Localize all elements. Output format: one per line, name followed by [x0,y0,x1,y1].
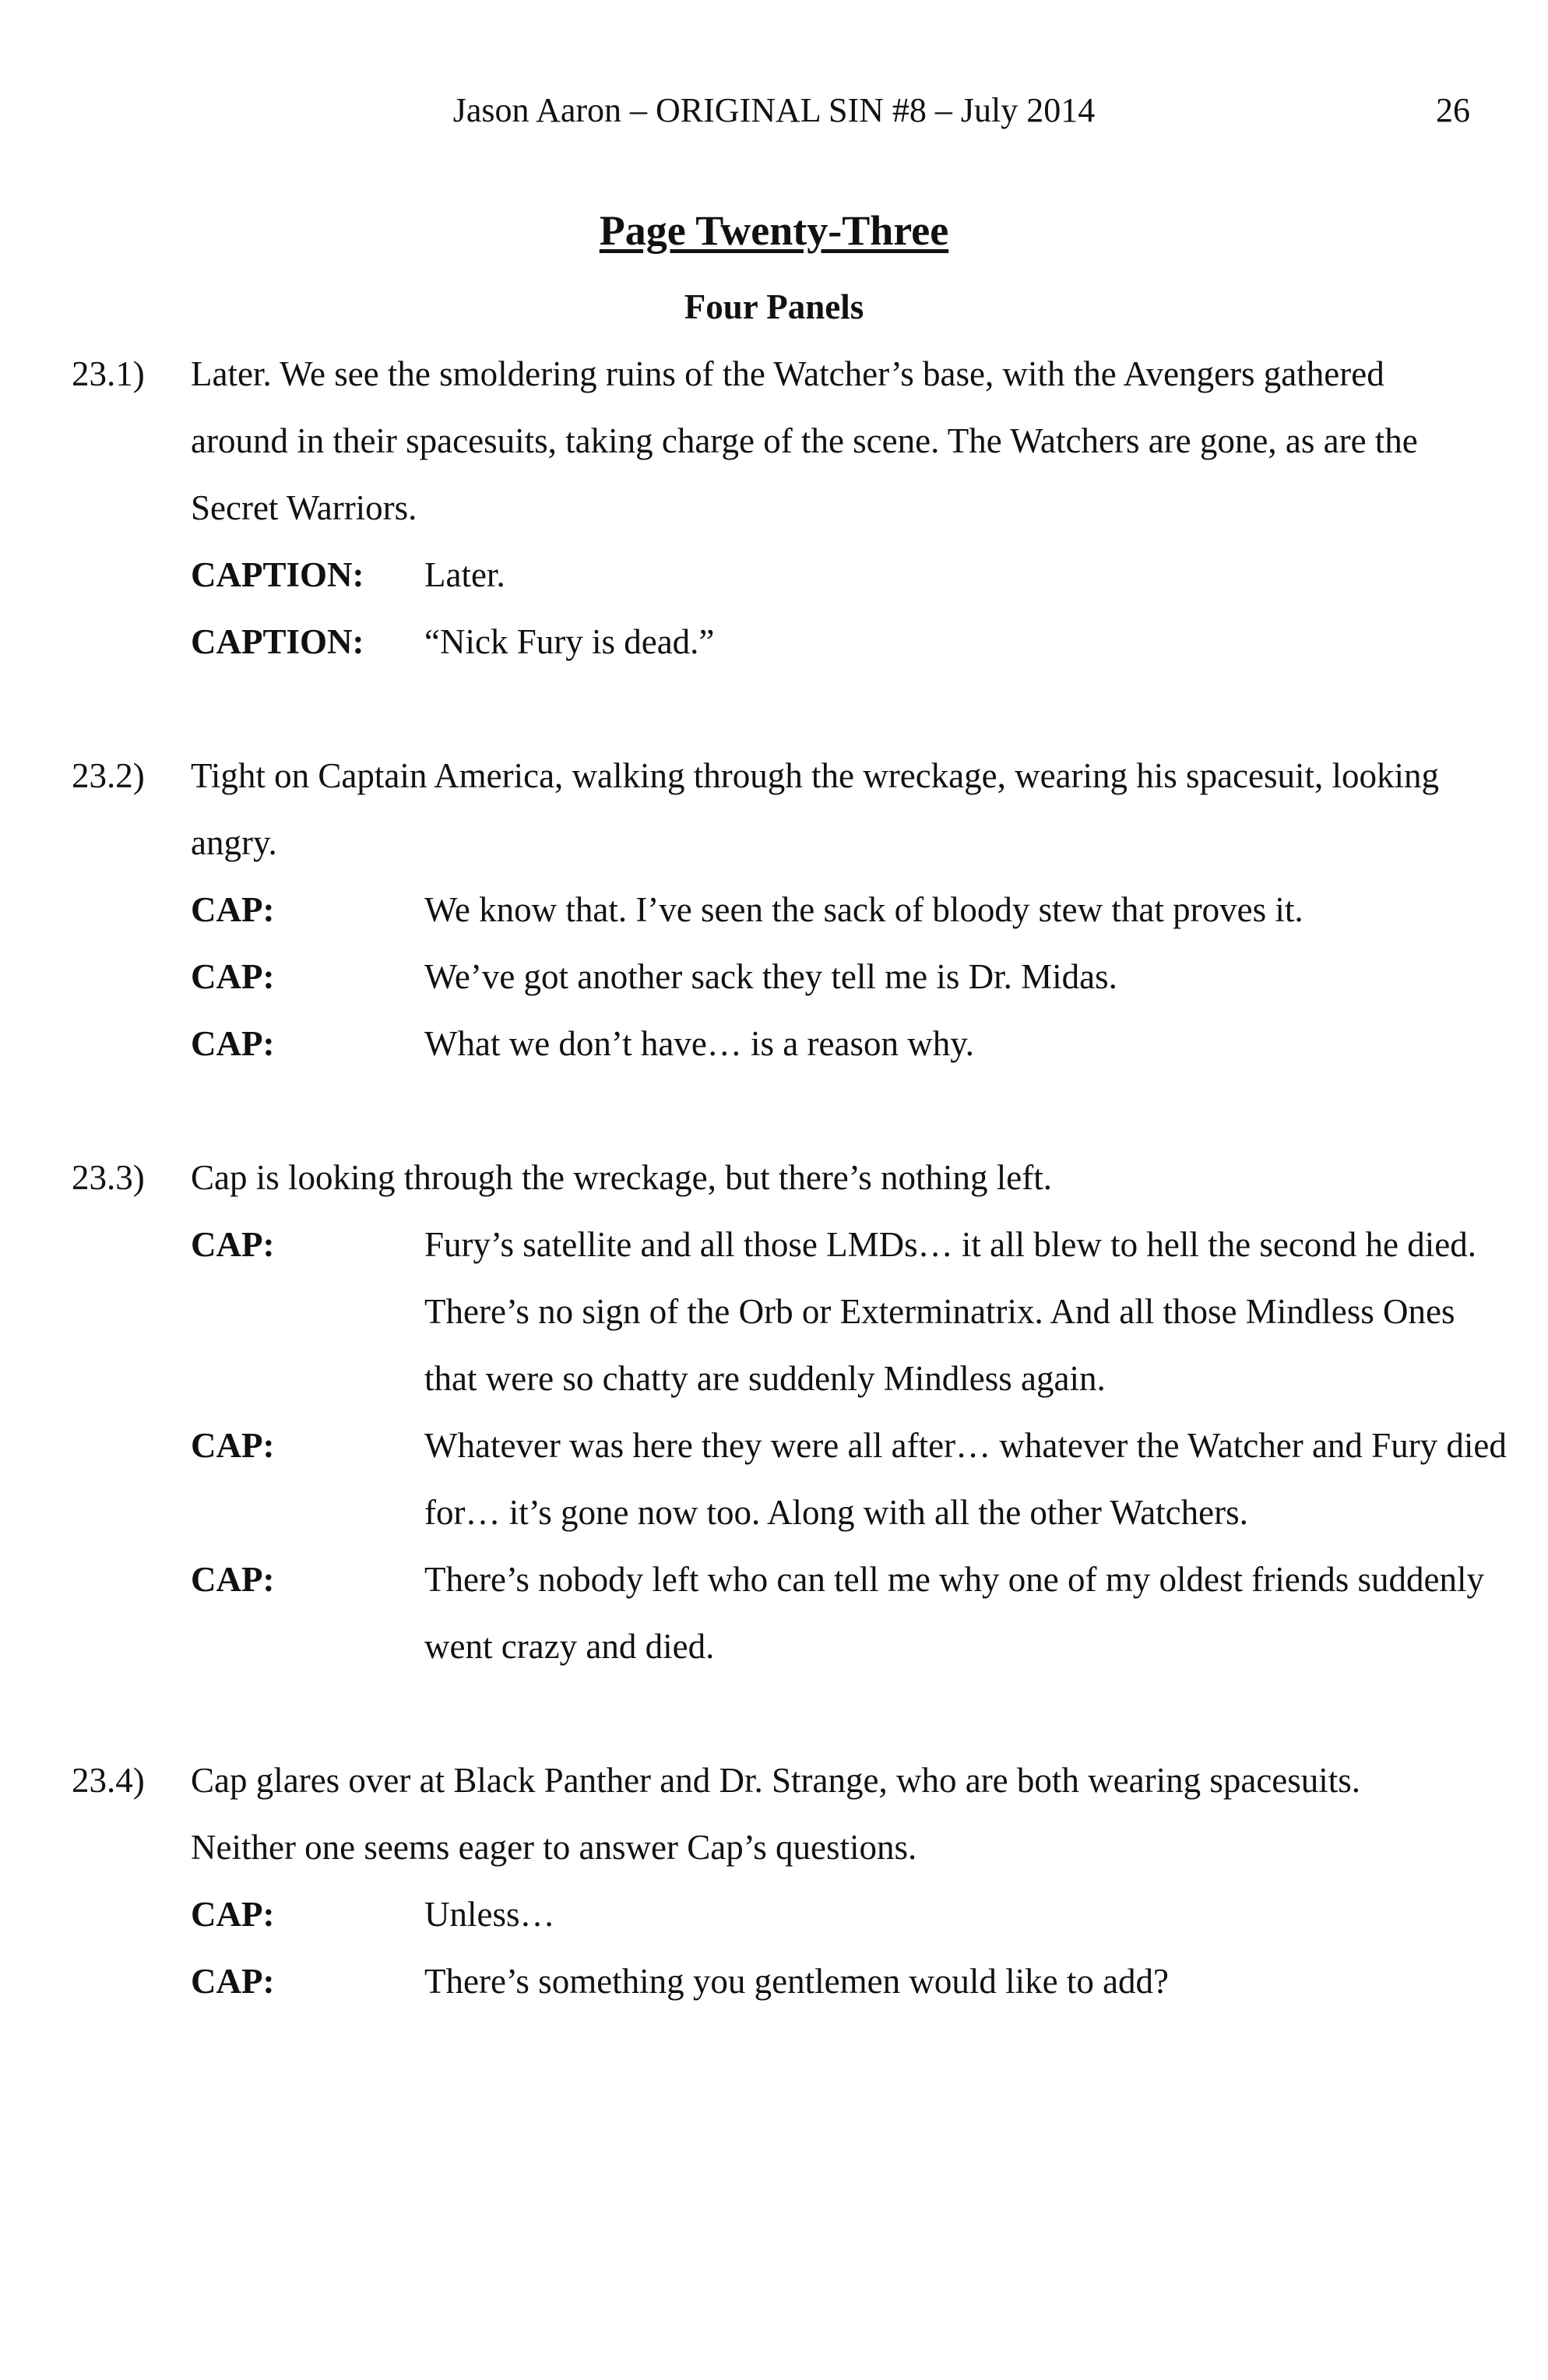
dialogue-line [72,608,1507,675]
dialogue-line [72,1948,1507,2015]
dialogue-line [72,1881,1507,1948]
dialogue-text: We’ve got another sack they tell me is Dr. Midas. [424,957,1117,996]
panel-1-row [72,340,1489,541]
speaker-label: CAP: [191,890,275,929]
speaker-label: CAP: [191,1962,275,2001]
panel-2-row [72,742,1489,876]
panel-number: 23.3) [72,1158,145,1197]
panel-number: 23.2) [72,756,145,795]
dialogue-line [72,1546,1507,1680]
panel-description: Cap is looking through the wreckage, but there’s nothing left. [191,1158,1053,1197]
dialogue-text: There’s nobody left who can tell me why one of my oldest friends suddenly went crazy and died. [424,1560,1484,1666]
header-title: Jason Aaron – ORIGINAL SIN #8 – July 2014 [452,91,1096,129]
dialogue-text: Whatever was here they were all after… whatever the Watcher and Fury died for… it’s gone now too. Along with all the other Watchers. [424,1426,1507,1532]
dialogue-line [72,1412,1507,1546]
panel-4 [72,1747,1489,2015]
speaker-label: CAP: [191,1225,275,1264]
panel-3-row [72,1144,1489,1211]
panel-3 [72,1144,1507,1680]
speaker-label: CAP: [191,957,275,996]
page-number: 26 [1436,91,1470,129]
dialogue-text: Unless… [424,1895,555,1934]
panel-description: Cap glares over at Black Panther and Dr. Strange, who are both wearing spacesuits. Neither one seems eager to answer Cap’s questions. [191,1761,1361,1867]
dialogue-text: There’s something you gentlemen would like to add? [424,1962,1170,2001]
panel-number: 23.4) [72,1761,145,1800]
panel-2 [72,742,1489,1077]
dialogue-text: Later. [424,555,505,594]
dialogue-text: “Nick Fury is dead.” [424,622,715,661]
script-body [72,340,1507,2082]
speaker-label: CAP: [191,1560,275,1599]
panel-4-row [72,1747,1489,1881]
speaker-label: CAPTION: [191,555,364,594]
panel-description: Later. We see the smoldering ruins of the Watcher’s base, with the Avengers gathered around in their spacesuits, taking charge of the scene. The Watchers are gone, as are the Secret Warriors. [191,354,1418,527]
dialogue-line [72,1010,1507,1077]
dialogue-line [72,1211,1507,1412]
dialogue-text: Fury’s satellite and all those LMDs… it all blew to hell the second he died. There’s no sign of the Orb or Exterminatrix. And all those Mindless Ones that were so chatty are suddenly Mindless again. [424,1225,1476,1398]
panel-1 [72,340,1489,675]
running-header [0,87,1548,134]
speaker-label: CAPTION: [191,622,364,661]
dialogue-text: We know that. I’ve seen the sack of bloody stew that proves it. [424,890,1303,929]
dialogue-line [72,541,1507,608]
speaker-label: CAP: [191,1024,275,1063]
dialogue-text: What we don’t have… is a reason why. [424,1024,975,1063]
dialogue-line [72,876,1507,943]
page-heading: Page Twenty-Three [599,207,949,254]
panel-count: Four Panels [684,287,864,326]
panel-number: 23.1) [72,354,145,393]
speaker-label: CAP: [191,1426,275,1465]
panel-description: Tight on Captain America, walking through the wreckage, wearing his spacesuit, looking angry. [191,756,1440,862]
dialogue-line [72,943,1507,1010]
speaker-label: CAP: [191,1895,275,1934]
